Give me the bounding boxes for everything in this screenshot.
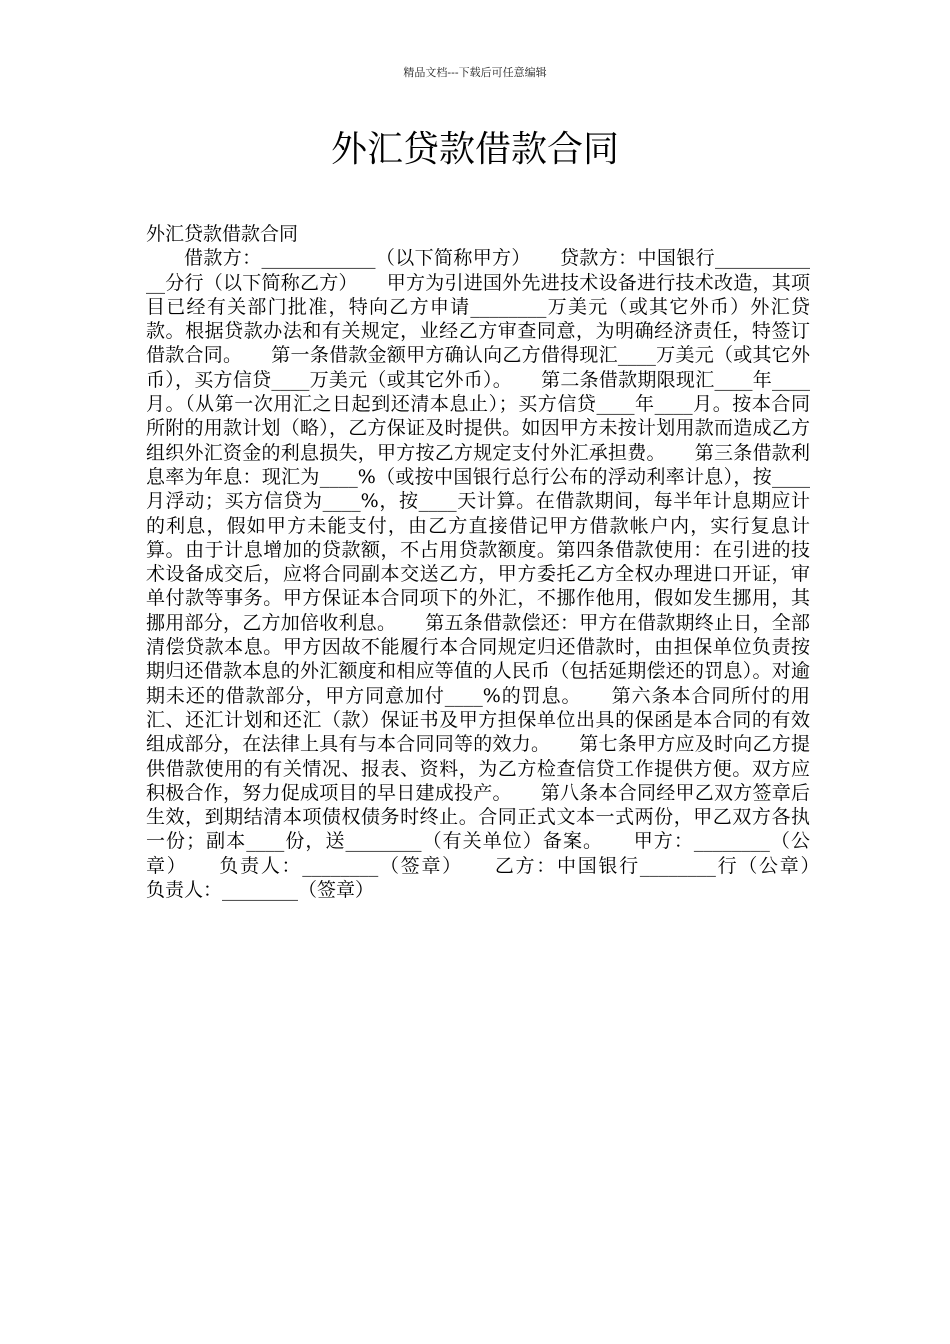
contract-body xyxy=(146,222,849,902)
document-title: 外汇贷款借款合同 xyxy=(330,129,619,170)
contract-intro-line: 外汇贷款借款合同 xyxy=(146,223,299,245)
header-note: 精品文档---下载后可任意编辑 xyxy=(403,66,547,79)
contract-text: 借款方：____________（以下简称甲方） 贷款方：中国银行____________分行（以下简称乙方） 甲方为引进国外先进技术设备进行技术改造，其项目已经有关部门批准，特向乙方申请________万美元（或其它外币）外汇贷款。根据贷款办法和有关规定，业经乙方审查同意，为明确经济责任，特签订借款合同。 第一条借款金额甲方确认向乙方借得现汇____万美元（或其它外币），买方信贷____万美元（或其它外币）。 第二条借款期限现汇____年____月。（从第一次用汇之日起到还清本息止）；买方信贷____年____月。按本合同所附的用款计划（略），乙方保证及时提供。如因甲方未按计划用款而造成乙方组织外汇资金的利息损失，甲方按乙方规定支付外汇承担费。 第三条借款利息率为年息：现汇为____%（或按中国银行总行公布的浮动利率计息），按____月浮动；买方信贷为____%，按____天计算。在借款期间，每半年计息期应计的利息，假如甲方未能支付，由乙方直接借记甲方借款帐户内，实行复息计算。由于计息增加的贷款额，不占用贷款额度。第四条借款使用：在引进的技术设备成交后，应将合同副本交送乙方，甲方委托乙方全权办理进口开证，审单付款等事务。甲方保证本合同项下的外汇，不挪作他用，假如发生挪用，其挪用部分，乙方加倍收利息。 第五条借款偿还：甲方在借款期终止日，全部清偿贷款本息。甲方因故不能履行本合同规定归还借款时，由担保单位负责按期归还借款本息的外汇额度和相应等值的人民币（包括延期偿还的罚息）。对逾期未还的借款部分，甲方同意加付____%的罚息。 第六条本合同所付的用汇、还汇计划和还汇（款）保证书及甲方担保单位出具的保函是本合同的有效组成部分，在法律上具有与本合同同等的效力。 第七条甲方应及时向乙方提供借款使用的有关情况、报表、资料，为乙方检查信贷工作提供方便。双方应积极合作，努力促成项目的早日建成投产。 第八条本合同经甲乙双方签章后生效，到期结清本项债权债务时终止。合同正式文本一式两份，甲乙双方各执一份；副本____份，送________（有关单位）备案。 甲方：________（公章） 负责人：________（签章） 乙方：中国银行________行（公章） 负责人：________（签章） xyxy=(146,247,849,902)
